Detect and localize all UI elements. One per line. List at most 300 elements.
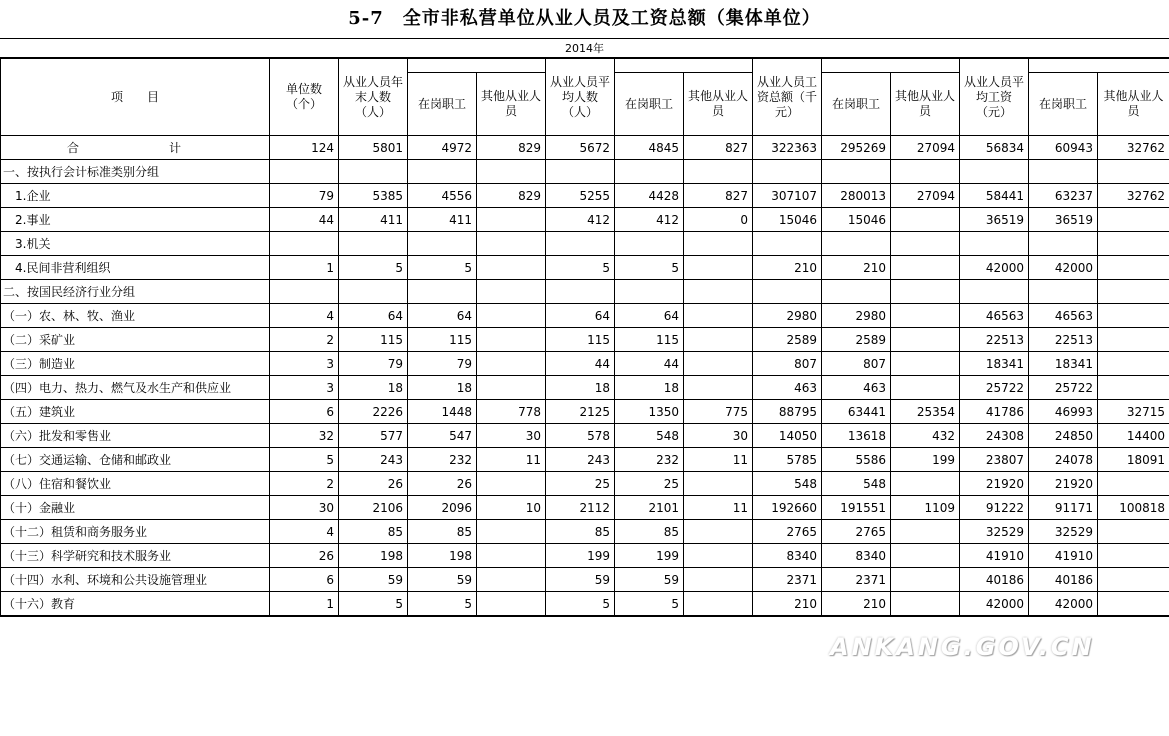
table-cell [1098,352,1169,376]
table-cell: 198 [408,544,477,568]
header-emp-end-onpost: 在岗职工 [408,73,477,136]
table-cell: 18 [339,376,408,400]
table-cell: 4972 [408,136,477,160]
table-cell: 27094 [891,184,960,208]
table-cell: 18 [546,376,615,400]
table-cell [408,160,477,184]
table-cell: 11 [684,496,753,520]
table-cell [477,472,546,496]
table-cell [684,568,753,592]
table-cell: 4845 [615,136,684,160]
header-units: 单位数（个） [270,58,339,136]
table-cell [684,520,753,544]
header-wage-avg-onpost: 在岗职工 [1029,73,1098,136]
table-row [1,232,1169,256]
table-cell: 463 [753,376,822,400]
table-cell [960,232,1029,256]
table-cell [960,160,1029,184]
row-label: （二）采矿业 [1,328,270,352]
data-table [0,57,1169,617]
table-row [1,400,1169,424]
table-cell: 5 [339,592,408,617]
table-cell [1098,232,1169,256]
table-row [1,496,1169,520]
table-row [1,328,1169,352]
table-cell: 4 [270,520,339,544]
table-cell: 22513 [1029,328,1098,352]
table-cell [891,280,960,304]
table-cell: 8340 [753,544,822,568]
header-emp-end-other: 其他从业人员 [477,73,546,136]
table-row [1,280,1169,304]
table-cell: 15046 [753,208,822,232]
table-cell: 91171 [1029,496,1098,520]
table-cell: 85 [408,520,477,544]
table-cell [684,280,753,304]
table-cell [477,592,546,617]
table-cell: 2101 [615,496,684,520]
table-cell: 6 [270,400,339,424]
table-cell: 5 [615,256,684,280]
table-cell: 36519 [960,208,1029,232]
table-cell [339,280,408,304]
table-cell [1029,160,1098,184]
table-cell: 307107 [753,184,822,208]
table-cell [891,160,960,184]
table-cell [684,472,753,496]
table-cell [684,232,753,256]
table-cell [546,232,615,256]
header-wage-total-onpost: 在岗职工 [822,73,891,136]
table-cell [1098,280,1169,304]
table-cell: 79 [339,352,408,376]
table-cell: 32529 [960,520,1029,544]
header-emp-avg: 从业人员平均人数（人） [546,58,615,136]
table-cell: 191551 [822,496,891,520]
header-emp-avg-onpost: 在岗职工 [615,73,684,136]
table-cell [822,232,891,256]
table-cell: 5 [408,256,477,280]
table-cell: 577 [339,424,408,448]
table-cell: 56834 [960,136,1029,160]
table-cell [477,328,546,352]
table-cell: 88795 [753,400,822,424]
table-cell: 778 [477,400,546,424]
table-cell: 44 [270,208,339,232]
table-row [1,544,1169,568]
table-cell: 11 [477,448,546,472]
table-cell: 18341 [1029,352,1098,376]
table-cell: 5 [615,592,684,617]
table-cell: 210 [753,592,822,617]
table-cell: 44 [546,352,615,376]
table-cell [339,160,408,184]
table-cell: 4428 [615,184,684,208]
table-cell: 1448 [408,400,477,424]
table-cell: 210 [822,256,891,280]
table-cell: 243 [339,448,408,472]
table-cell: 41910 [1029,544,1098,568]
table-cell: 548 [753,472,822,496]
table-cell: 412 [546,208,615,232]
table-row [1,520,1169,544]
table-cell: 210 [753,256,822,280]
table-cell [477,280,546,304]
table-cell [270,280,339,304]
table-cell [546,160,615,184]
header-blank-1 [408,58,546,73]
table-cell: 807 [822,352,891,376]
table-cell: 13618 [822,424,891,448]
row-label: （三）制造业 [1,352,270,376]
table-cell: 827 [684,136,753,160]
table-cell: 5385 [339,184,408,208]
row-label: 1.企业 [1,184,270,208]
table-cell: 432 [891,424,960,448]
table-cell: 25722 [1029,376,1098,400]
table-cell: 41910 [960,544,1029,568]
table-cell: 21920 [1029,472,1098,496]
table-cell [822,280,891,304]
table-cell: 115 [339,328,408,352]
table-cell: 25 [546,472,615,496]
table-cell: 18341 [960,352,1029,376]
header-blank-2 [615,58,753,73]
table-cell [753,280,822,304]
table-cell: 2980 [822,304,891,328]
table-cell: 411 [339,208,408,232]
header-wage-total-other: 其他从业人员 [891,73,960,136]
table-cell: 829 [477,184,546,208]
table-cell: 2 [270,328,339,352]
table-cell: 22513 [960,328,1029,352]
table-cell [1098,328,1169,352]
table-cell [684,544,753,568]
table-cell: 2112 [546,496,615,520]
table-cell: 85 [615,520,684,544]
row-label: 合 计 [1,136,270,160]
table-cell: 18 [408,376,477,400]
table-cell [1098,376,1169,400]
table-cell [270,160,339,184]
table-row [1,208,1169,232]
table-cell: 5 [408,592,477,617]
table-cell [753,160,822,184]
row-label: （七）交通运输、仓储和邮政业 [1,448,270,472]
row-label: （四）电力、热力、燃气及水生产和供应业 [1,376,270,400]
table-cell [684,304,753,328]
table-cell: 11 [684,448,753,472]
table-cell: 827 [684,184,753,208]
row-label: 二、按国民经济行业分组 [1,280,270,304]
table-cell: 30 [270,496,339,520]
table-cell [270,232,339,256]
table-cell: 25354 [891,400,960,424]
table-cell: 64 [408,304,477,328]
table-cell [477,304,546,328]
table-cell: 5672 [546,136,615,160]
table-title: 5-7 全市非私营单位从业人员及工资总额（集体单位） [348,8,821,29]
table-row [1,376,1169,400]
table-cell: 199 [891,448,960,472]
table-cell: 411 [408,208,477,232]
table-cell: 36519 [1029,208,1098,232]
table-cell: 1109 [891,496,960,520]
row-label: （六）批发和零售业 [1,424,270,448]
table-cell [1098,160,1169,184]
table-cell: 58441 [960,184,1029,208]
row-label: 2.事业 [1,208,270,232]
table-row [1,568,1169,592]
table-body [1,136,1169,617]
table-cell: 5785 [753,448,822,472]
table-cell: 547 [408,424,477,448]
table-cell: 807 [753,352,822,376]
table-cell: 32762 [1098,184,1169,208]
table-cell: 5586 [822,448,891,472]
table-cell: 5255 [546,184,615,208]
table-cell [1098,472,1169,496]
table-cell: 64 [615,304,684,328]
table-cell: 44 [615,352,684,376]
table-cell: 18091 [1098,448,1169,472]
table-cell: 42000 [1029,592,1098,617]
table-cell [477,160,546,184]
table-cell: 6 [270,568,339,592]
table-cell: 1350 [615,400,684,424]
table-cell: 40186 [1029,568,1098,592]
table-cell [1029,280,1098,304]
row-label: （八）住宿和餐饮业 [1,472,270,496]
table-cell: 60943 [1029,136,1098,160]
table-cell: 2 [270,472,339,496]
header-blank-3 [822,58,960,73]
table-cell: 210 [822,592,891,617]
table-cell [477,232,546,256]
table-cell [339,232,408,256]
table-cell: 26 [408,472,477,496]
table-cell: 79 [408,352,477,376]
table-cell: 64 [546,304,615,328]
table-cell [615,160,684,184]
table-cell: 32529 [1029,520,1098,544]
table-row [1,256,1169,280]
table-row [1,352,1169,376]
table-cell [684,160,753,184]
table-cell [477,208,546,232]
table-cell [477,256,546,280]
table-cell [1098,592,1169,617]
table-cell: 40186 [960,568,1029,592]
table-cell: 41786 [960,400,1029,424]
table-cell: 26 [339,472,408,496]
table-cell: 32 [270,424,339,448]
table-cell: 14400 [1098,424,1169,448]
table-cell: 26 [270,544,339,568]
table-cell [684,376,753,400]
table-cell: 2371 [753,568,822,592]
table-cell [891,544,960,568]
table-cell: 46563 [960,304,1029,328]
table-cell: 4556 [408,184,477,208]
table-cell: 21920 [960,472,1029,496]
row-label: 3.机关 [1,232,270,256]
table-cell: 46563 [1029,304,1098,328]
table-cell: 0 [684,208,753,232]
table-cell: 27094 [891,136,960,160]
table-cell: 243 [546,448,615,472]
table-cell [753,232,822,256]
table-cell [1098,568,1169,592]
table-row [1,424,1169,448]
table-cell: 5 [546,256,615,280]
table-cell: 198 [339,544,408,568]
table-cell: 79 [270,184,339,208]
table-cell: 32762 [1098,136,1169,160]
table-cell: 14050 [753,424,822,448]
table-cell: 91222 [960,496,1029,520]
header-wage-total: 从业人员工资总额（千元） [753,58,822,136]
table-cell: 30 [477,424,546,448]
table-cell: 548 [615,424,684,448]
table-cell: 412 [615,208,684,232]
table-cell [891,568,960,592]
header-item: 项 目 [1,58,270,136]
table-cell: 1 [270,592,339,617]
table-cell: 578 [546,424,615,448]
table-cell [408,232,477,256]
table-cell [891,352,960,376]
row-label: （五）建筑业 [1,400,270,424]
table-cell: 5 [270,448,339,472]
table-cell: 32715 [1098,400,1169,424]
table-cell: 115 [615,328,684,352]
table-cell: 5 [339,256,408,280]
table-cell: 280013 [822,184,891,208]
table-cell: 59 [546,568,615,592]
table-cell [684,592,753,617]
table-cell: 4 [270,304,339,328]
table-cell [891,256,960,280]
table-cell: 115 [546,328,615,352]
table-cell: 23807 [960,448,1029,472]
table-row [1,592,1169,617]
row-label: （一）农、林、牧、渔业 [1,304,270,328]
table-cell: 232 [408,448,477,472]
table-cell: 85 [546,520,615,544]
row-label: 4.民间非营利组织 [1,256,270,280]
table-row [1,448,1169,472]
table-cell: 63441 [822,400,891,424]
header-emp-avg-other: 其他从业人员 [684,73,753,136]
table-cell: 2226 [339,400,408,424]
table-cell: 232 [615,448,684,472]
header-emp-end: 从业人员年末人数（人） [339,58,408,136]
table-cell [684,328,753,352]
table-cell: 100818 [1098,496,1169,520]
table-cell [408,280,477,304]
table-row [1,472,1169,496]
table-cell: 829 [477,136,546,160]
table-cell: 115 [408,328,477,352]
table-cell: 3 [270,352,339,376]
table-cell [891,472,960,496]
table-cell: 18 [615,376,684,400]
table-cell [546,280,615,304]
table-cell [891,232,960,256]
table-cell [684,352,753,376]
table-cell: 3 [270,376,339,400]
table-cell [891,208,960,232]
table-cell [1098,304,1169,328]
table-cell: 8340 [822,544,891,568]
table-cell: 2589 [753,328,822,352]
table-cell [615,280,684,304]
table-cell: 295269 [822,136,891,160]
year-caption: 2014年 [0,38,1169,58]
table-cell: 463 [822,376,891,400]
table-cell [477,520,546,544]
table-cell: 24850 [1029,424,1098,448]
table-cell [477,376,546,400]
table-cell [477,544,546,568]
header-wage-avg: 从业人员平均工资（元） [960,58,1029,136]
table-cell: 2765 [822,520,891,544]
table-cell: 64 [339,304,408,328]
table-cell: 2980 [753,304,822,328]
table-cell: 30 [684,424,753,448]
table-cell: 25722 [960,376,1029,400]
table-cell [477,352,546,376]
table-cell: 322363 [753,136,822,160]
table-cell [615,232,684,256]
table-cell: 5 [546,592,615,617]
table-cell [891,304,960,328]
table-cell: 25 [615,472,684,496]
table-cell [1098,208,1169,232]
table-cell [1029,232,1098,256]
table-cell: 59 [339,568,408,592]
table-cell: 2096 [408,496,477,520]
table-cell [1098,256,1169,280]
header-wage-avg-other: 其他从业人员 [1098,73,1169,136]
row-label: （十三）科学研究和技术服务业 [1,544,270,568]
table-row [1,304,1169,328]
table-cell: 2125 [546,400,615,424]
row-label: （十四）水利、环境和公共设施管理业 [1,568,270,592]
table-cell [477,568,546,592]
header-blank-4 [1029,58,1169,73]
table-cell: 59 [615,568,684,592]
table-cell [960,280,1029,304]
table-cell: 42000 [1029,256,1098,280]
row-label: （十六）教育 [1,592,270,617]
table-cell: 5801 [339,136,408,160]
table-cell: 199 [615,544,684,568]
table-cell: 42000 [960,256,1029,280]
table-row [1,136,1169,160]
row-label: 一、按执行会计标准类别分组 [1,160,270,184]
table-cell: 2106 [339,496,408,520]
table-cell: 63237 [1029,184,1098,208]
table-cell: 10 [477,496,546,520]
table-cell: 192660 [753,496,822,520]
watermark-logo: ANKANG.GOV.CN [830,633,1095,661]
table-cell: 15046 [822,208,891,232]
table-cell: 775 [684,400,753,424]
table-cell [822,160,891,184]
table-cell: 2589 [822,328,891,352]
